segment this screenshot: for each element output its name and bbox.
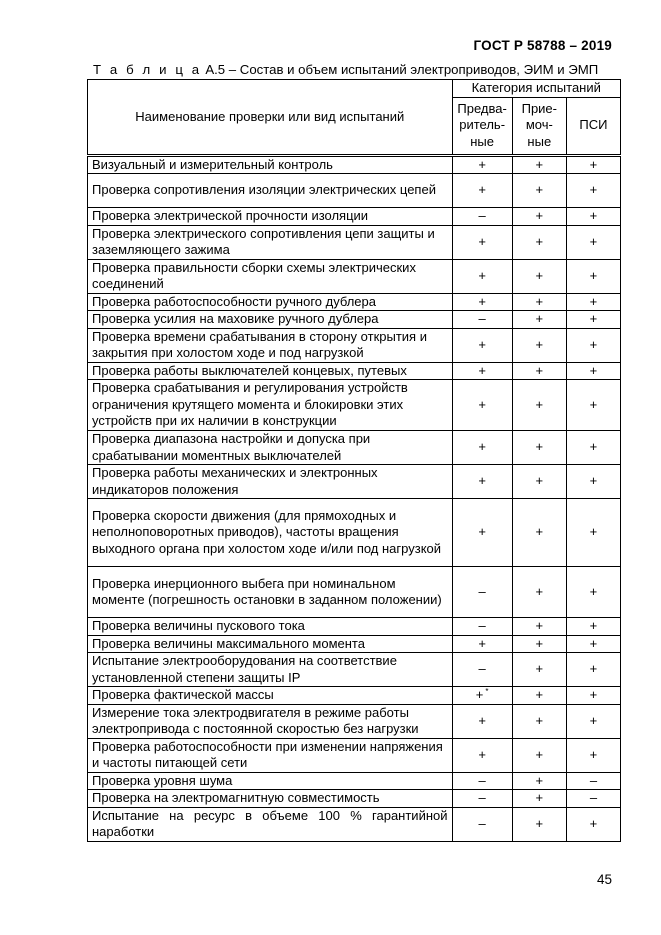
page-number: 45 <box>596 872 612 887</box>
mark-acceptance: + <box>512 687 566 705</box>
mark-acceptance: + <box>512 499 566 567</box>
test-name: Проверка времени срабатывания в сторону открытия и закрытия при холостом ходе и под нагрузкой <box>88 328 453 362</box>
mark-psi: + <box>566 567 620 618</box>
tests-table <box>87 79 621 842</box>
mark-acceptance: + <box>512 567 566 618</box>
mark-acceptance: + <box>512 772 566 790</box>
mark-psi: + <box>566 704 620 738</box>
mark-preliminary: + <box>452 704 512 738</box>
test-name: Проверка работоспособности ручного дублера <box>88 293 453 311</box>
mark-preliminary: + <box>452 499 512 567</box>
mark-acceptance: + <box>512 328 566 362</box>
header-preliminary: Предва- ритель- ные <box>452 97 512 155</box>
mark-psi: – <box>566 790 620 808</box>
mark-psi: + <box>566 618 620 636</box>
mark-psi: + <box>566 635 620 653</box>
mark-psi: + <box>566 155 620 174</box>
table-row <box>88 380 621 431</box>
mark-preliminary: + <box>452 174 512 208</box>
mark-preliminary: – <box>452 311 512 329</box>
table-row <box>88 431 621 465</box>
test-name: Проверка усилия на маховике ручного дублера <box>88 311 453 329</box>
mark-acceptance: + <box>512 704 566 738</box>
table-caption <box>93 62 598 77</box>
mark-acceptance: + <box>512 431 566 465</box>
mark-preliminary: + <box>452 380 512 431</box>
table-caption-text: А.5 – Состав и объем испытаний электроприводов, ЭИМ и ЭМП <box>201 62 599 77</box>
mark-psi: + <box>566 259 620 293</box>
mark-preliminary: + <box>452 293 512 311</box>
footnote-marker: * <box>485 687 489 696</box>
test-name: Проверка фактической массы <box>88 687 453 705</box>
header-test-name: Наименование проверки или вид испытаний <box>88 80 453 156</box>
mark-preliminary: + <box>452 431 512 465</box>
test-name: Испытание электрооборудования на соответствие установленной степени защиты IP <box>88 653 453 687</box>
mark-preliminary: – <box>452 567 512 618</box>
mark-psi: + <box>566 174 620 208</box>
mark-preliminary: + <box>452 362 512 380</box>
table-row <box>88 328 621 362</box>
mark-psi: + <box>566 208 620 226</box>
mark-preliminary: – <box>452 790 512 808</box>
test-name: Проверка скорости движения (для прямоходных и неполноповоротных приводов), частоты вращения выходного органа при холостом ходе и/или под нагрузкой <box>88 499 453 567</box>
mark-preliminary: + <box>452 465 512 499</box>
mark-psi: + <box>566 380 620 431</box>
mark-acceptance: + <box>512 618 566 636</box>
table-row <box>88 772 621 790</box>
mark-preliminary: – <box>452 772 512 790</box>
mark-acceptance: + <box>512 259 566 293</box>
mark-psi: – <box>566 772 620 790</box>
test-name: Проверка работы выключателей концевых, путевых <box>88 362 453 380</box>
table-row <box>88 293 621 311</box>
table-row <box>88 704 621 738</box>
mark-preliminary: – <box>452 807 512 841</box>
table-row <box>88 567 621 618</box>
mark-acceptance: + <box>512 635 566 653</box>
table-row <box>88 362 621 380</box>
mark-psi: + <box>566 431 620 465</box>
mark-preliminary: + <box>452 155 512 174</box>
table-row <box>88 807 621 841</box>
mark-psi: + <box>566 328 620 362</box>
mark-preliminary: + <box>452 225 512 259</box>
test-name: Визуальный и измерительный контроль <box>88 155 453 174</box>
mark-psi: + <box>566 465 620 499</box>
test-name: Проверка работоспособности при изменении напряжения и частоты питающей сети <box>88 738 453 772</box>
test-name: Проверка уровня шума <box>88 772 453 790</box>
mark-psi: + <box>566 293 620 311</box>
table-row <box>88 738 621 772</box>
mark-acceptance: + <box>512 174 566 208</box>
test-name: Проверка срабатывания и регулирования устройств ограничения крутящего момента и блокировки этих устройств при их наличии в конструкции <box>88 380 453 431</box>
table-row <box>88 465 621 499</box>
test-name: Проверка работы механических и электронных индикаторов положения <box>88 465 453 499</box>
table-row <box>88 635 621 653</box>
mark-psi: + <box>566 499 620 567</box>
table-row <box>88 225 621 259</box>
mark-psi: + <box>566 311 620 329</box>
test-name: Проверка величины максимального момента <box>88 635 453 653</box>
mark-acceptance: + <box>512 738 566 772</box>
mark-acceptance: + <box>512 311 566 329</box>
test-name: Проверка диапазона настройки и допуска при срабатывании моментных выключателей <box>88 431 453 465</box>
mark-preliminary: + <box>452 738 512 772</box>
mark-preliminary: – <box>452 618 512 636</box>
header-psi: ПСИ <box>566 97 620 155</box>
mark-preliminary: + <box>452 635 512 653</box>
mark-acceptance: + <box>512 362 566 380</box>
test-name: Проверка правильности сборки схемы электрических соединений <box>88 259 453 293</box>
table-row <box>88 311 621 329</box>
table-row <box>88 174 621 208</box>
mark-psi: + <box>566 225 620 259</box>
mark-psi: + <box>566 653 620 687</box>
mark-psi: + <box>566 362 620 380</box>
test-name: Проверка электрической прочности изоляции <box>88 208 453 226</box>
table-row <box>88 687 621 705</box>
table-row <box>88 499 621 567</box>
table-row <box>88 208 621 226</box>
mark-psi: + <box>566 687 620 705</box>
test-name: Проверка электрического сопротивления цепи защиты и заземляющего зажима <box>88 225 453 259</box>
table-row <box>88 155 621 174</box>
test-name: Проверка величины пускового тока <box>88 618 453 636</box>
mark-psi: + <box>566 738 620 772</box>
mark-preliminary: – <box>452 208 512 226</box>
mark-acceptance: + <box>512 155 566 174</box>
test-name: Проверка инерционного выбега при номинальном моменте (погрешность остановки в заданном положении) <box>88 567 453 618</box>
mark-value: + <box>475 687 484 702</box>
table-row <box>88 618 621 636</box>
test-name: Измерение тока электродвигателя в режиме работы электропривода с постоянной скоростью без нагрузки <box>88 704 453 738</box>
mark-acceptance: + <box>512 465 566 499</box>
test-name: Испытание на ресурс в объеме 100 % гарантийной наработки <box>88 807 453 841</box>
mark-preliminary: + <box>452 328 512 362</box>
mark-acceptance: + <box>512 293 566 311</box>
table-row <box>88 259 621 293</box>
test-name: Проверка на электромагнитную совместимость <box>88 790 453 808</box>
mark-preliminary: + <box>452 259 512 293</box>
header-category: Категория испытаний <box>452 80 620 98</box>
table-caption-prefix: Т а б л и ц а <box>93 62 202 77</box>
mark-acceptance: + <box>512 208 566 226</box>
mark-preliminary: – <box>452 653 512 687</box>
table-row <box>88 790 621 808</box>
mark-acceptance: + <box>512 807 566 841</box>
standard-number: ГОСТ Р 58788 – 2019 <box>473 38 612 53</box>
test-name: Проверка сопротивления изоляции электрических цепей <box>88 174 453 208</box>
mark-acceptance: + <box>512 653 566 687</box>
mark-preliminary <box>452 687 512 705</box>
mark-acceptance: + <box>512 225 566 259</box>
header-acceptance: Прие- моч- ные <box>512 97 566 155</box>
mark-acceptance: + <box>512 790 566 808</box>
mark-acceptance: + <box>512 380 566 431</box>
mark-psi: + <box>566 807 620 841</box>
table-row <box>88 653 621 687</box>
